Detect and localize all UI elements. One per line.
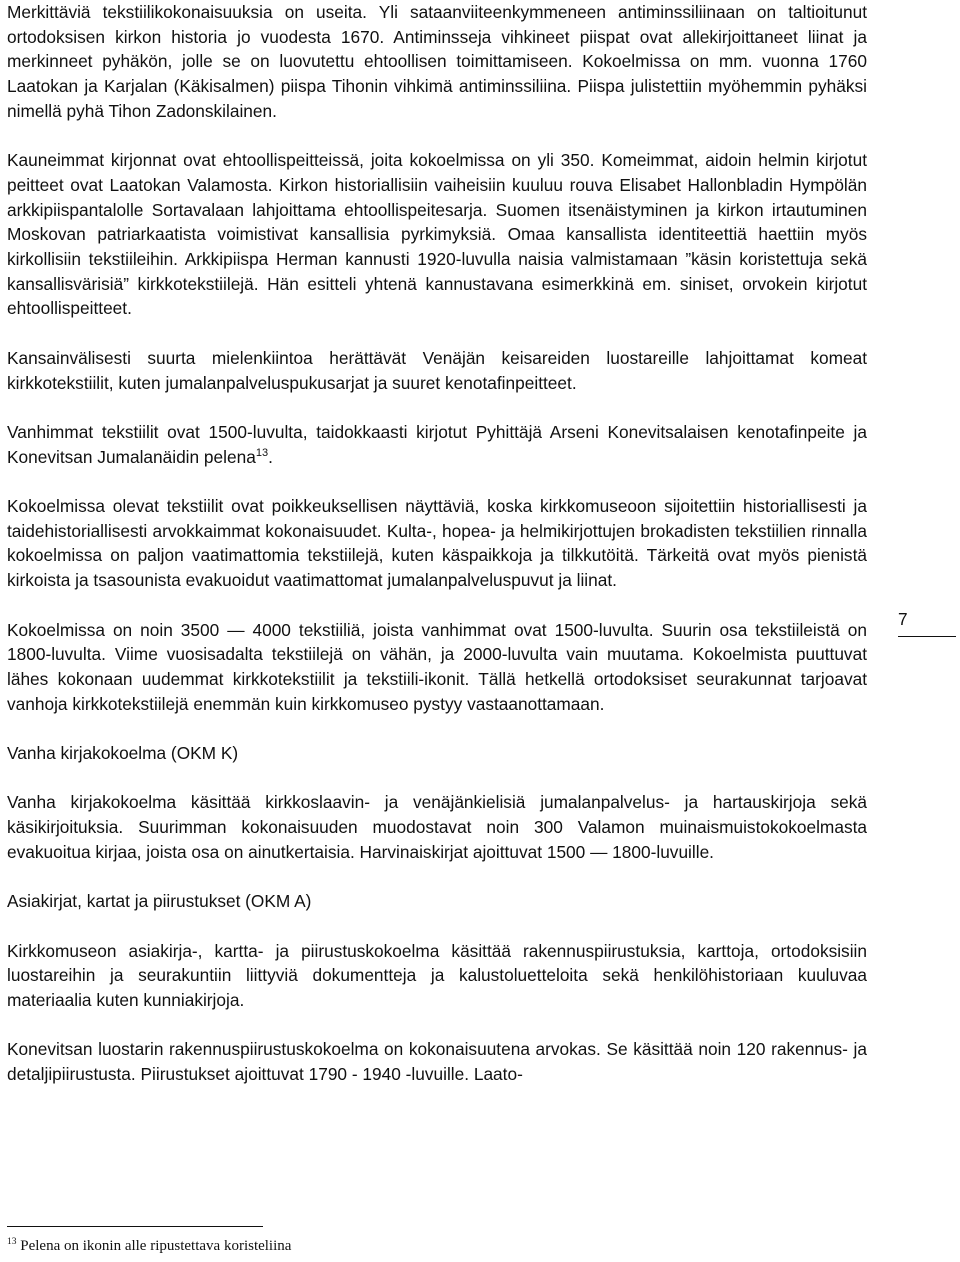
paragraph-antiminssiliinat: Merkittäviä tekstiilikokonaisuuksia on useita. Yli sataanviiteenkymmeneen antiminssiliinaan on taltioitunut ortodoksisen kirkon historia jo vuodesta 1670. Antiminsseja vihkineet piispat ovat allekirjoittaneet liinat ja merkinneet pyhäkön, jolle se on luovutettu ehtoollisen toimittamiseen. Kokoelmissa on mm. vuonna 1760 Laatokan ja Karjalan (Käkisalmen) piispa Tihonin vihkimä antiminssiliina. Piispa julistettiin myöhemmin pyhäksi nimellä pyhä Tihon Zadonskilainen. [7, 2, 867, 121]
footnote [7, 1236, 291, 1256]
paragraph-vanhimmat-tekstiilit [7, 420, 867, 469]
section-heading-vanha-kirjakokoelma: Vanha kirjakokoelma (OKM K) [7, 743, 239, 763]
paragraph-konevitsa-piirustukset: Konevitsan luostarin rakennuspiirustuskokoelma on kokonaisuutena arvokas. Se käsittää noin 120 rakennus- ja detaljipiirustusta. Piirustukset ajoittuvat 1790 - 1940 -luvuille. Laato- [7, 1039, 867, 1085]
footnote-divider [7, 1226, 263, 1227]
paragraph-ehtoollispeitteet: Kauneimmat kirjonnat ovat ehtoollispeitteissä, joita kokoelmissa on yli 350. Komeimmat, aidoin helmin kirjotut peitteet ovat Laatokan Valamosta. Kirkon historiallisiin vaiheisiin kuuluu rouva Elisabet Hallonbladin Hympölän arkkipiispantalolle Sortavalaan lahjoittama ehtoollispeitesarja. Suomen itsenäistyminen ja kirkon irtautuminen Moskovan patriarkaatista voimistivat kansallisia pyrkimyksiä. Omaa kansallista identiteettiä haettiin myös kirkollisiin tekstiileihin. Arkkipiispa Herman kannusti 1920-luvulla naisia valmistamaan ”käsin koristettuja sekä kansallisvärisiä” kirkkotekstiilejä. Hän esitteli yhtenä kannustavana esimerkkinä em. siniset, orvokein kirjotut ehtoollispeitteet. [7, 150, 867, 319]
paragraph-vanhimmat-end: . [268, 446, 273, 467]
body-text [7, 0, 867, 1087]
paragraph-tekstiilimaara: Kokoelmissa on noin 3500 — 4000 tekstiiliä, joista vanhimmat ovat 1500-luvulta. Suurin osa tekstiileistä on 1800-luvulta. Viime vuosisadalta tekstiilejä on vähän, ja 2000-luvulta vain muutama. Kokoelmista puuttuvat lähes kokonaan uudemmat kirkkotekstiilit ja tekstiili-ikonit. Tällä hetkellä ortodoksiset seurakunnat tarjoavat vanhoja kirkkotekstiilejä enemmän kuin kirkkomuseo pystyy vastaanottamaan. [7, 619, 867, 714]
paragraph-nayttavat-tekstiilit: Kokoelmissa olevat tekstiilit ovat poikkeuksellisen näyttäviä, koska kirkkomuseoon sijoitettiin historiallisesti ja taidehistoriallisesti arvokkaimmat kokonaisuudet. Kulta-, hopea- ja helmikirjottujen brokadisten tekstiilien rinnalla kokoelmissa on paljon vaatimattomia tekstiilejä, kuten käspaikkoja ja tilkkutöitä. Tärkeitä ovat myös pienistä kirkoista ja tsasounista evakuoidut vaatimattomat jumalanpalveluspuvut ja liinat. [7, 496, 867, 591]
page-number-rule [898, 636, 956, 637]
paragraph-keisareiden-lahjat: Kansainvälisesti suurta mielenkiintoa herättävät Venäjän keisareiden luostareille lahjoittamat komeat kirkkotekstiilit, kuten jumalanpalveluspukusarjat ja suuret kenotafinpeitteet. [7, 347, 867, 393]
paragraph-vanha-kirjakokoelma: Vanha kirjakokoelma käsittää kirkkoslaavin- ja venäjänkielisiä jumalanpalvelus- ja hartauskirjoja sekä käsikirjoituksia. Suurimman kokonaisuuden muodostavat noin 300 Valamon muinaismuistokokoelmasta evakuoitua kirjaa, joista osa on ainutkertaisia. Harvinaiskirjat ajoittuvat 1500 — 1800-luvuille. [7, 792, 867, 862]
footnote-reference[interactable]: 13 [255, 446, 269, 459]
section-heading-asiakirjat: Asiakirjat, kartat ja piirustukset (OKM A) [7, 891, 312, 912]
page-number: 7 [898, 609, 908, 629]
footnote-text: Pelena on ikonin alle ripustettava koristeliina [20, 1238, 292, 1254]
footnote-number: 13 [7, 1237, 17, 1247]
paragraph-vanhimmat-text: Vanhimmat tekstiilit ovat 1500-luvulta, taidokkaasti kirjotut Pyhittäjä Arseni Konevitsalaisen kenotafinpeite ja Konevitsan Jumalanäidin pelena [7, 421, 867, 467]
paragraph-asiakirjat: Kirkkomuseon asiakirja-, kartta- ja piirustuskokoelma käsittää rakennuspiirustuksia, karttoja, ortodoksisiin luostareihin ja seurakuntiin liittyviä dokumentteja ja kalustoluetteloita sekä henkilöhistoriaan kuuluvaa materiaalia kuten kunniakirjoja. [7, 940, 867, 1010]
